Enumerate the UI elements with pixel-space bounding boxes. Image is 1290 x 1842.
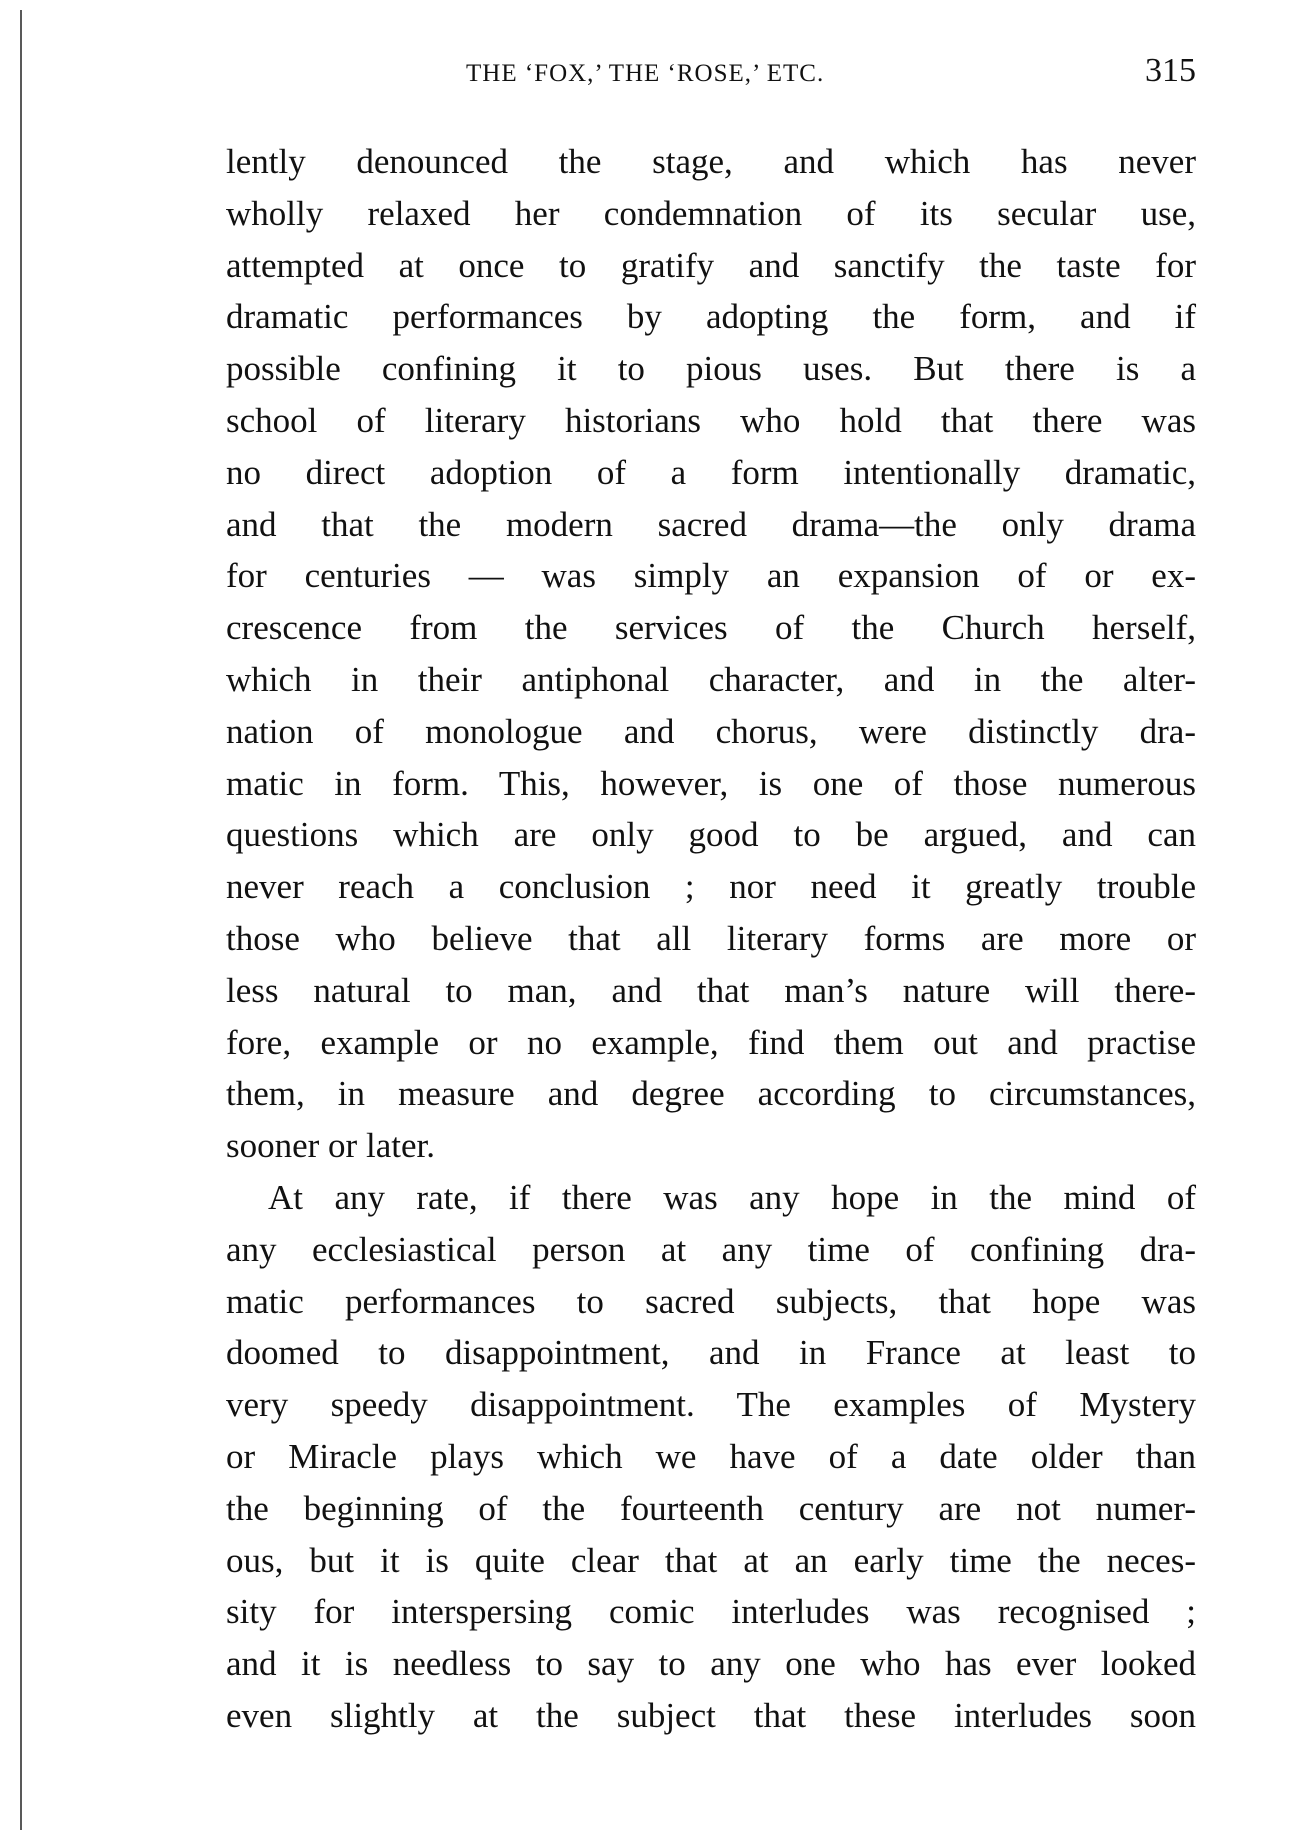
text-line: wholly relaxed her condemnation of its secular use, [226,193,1196,233]
text-line: those who believe that all literary forms are more or [226,918,1196,958]
text-line: them, in measure and degree according to circumstances, [226,1074,1196,1114]
body-text [226,136,1196,1742]
page-number: 315 [1145,52,1196,89]
text-line: the beginning of the fourteenth century are not numer- [226,1488,1196,1528]
scan-edge-line [20,10,22,1830]
text-line: never reach a conclusion ; nor need it greatly trouble [226,867,1196,907]
running-title: THE ‘FOX,’ THE ‘ROSE,’ ETC. [466,60,825,87]
text-line: crescence from the services of the Church herself, [226,608,1196,648]
text-line: even slightly at the subject that these interludes soon [226,1695,1196,1735]
text-line: sity for interspersing comic interludes was recognised ; [226,1592,1196,1632]
text-line: lently denounced the stage, and which has never [226,142,1196,181]
text-line: which in their antiphonal character, and in the alter- [226,659,1196,699]
text-line: fore, example or no example, find them out and practise [226,1022,1196,1062]
text-line: ous, but it is quite clear that at an early time the neces- [226,1540,1196,1580]
text-line: questions which are only good to be argued, and can [226,815,1196,855]
text-line: attempted at once to gratify and sanctify the taste for [226,245,1196,285]
text-line: possible confining it to pious uses. But there is a [226,349,1196,389]
text-line: school of literary historians who hold that there was [226,400,1196,440]
text-line: for centuries — was simply an expansion of or ex- [226,556,1196,596]
text-line: and that the modern sacred drama—the only drama [226,504,1196,544]
text-line: no direct adoption of a form intentionally dramatic, [226,452,1196,492]
text-line: or Miracle plays which we have of a date older than [226,1436,1196,1476]
text-line: any ecclesiastical person at any time of confining dra- [226,1229,1196,1269]
text-line: very speedy disappointment. The examples of Mystery [226,1385,1196,1425]
text-line: matic performances to sacred subjects, that hope was [226,1281,1196,1321]
text-line: dramatic performances by adopting the form, and if [226,297,1196,337]
text-line: nation of monologue and chorus, were distinctly dra- [226,711,1196,751]
text-line: less natural to man, and that man’s nature will there- [226,970,1196,1010]
text-line: doomed to disappointment, and in France at least to [226,1333,1196,1373]
text-line: matic in form. This, however, is one of those numerous [226,763,1196,803]
text-line: sooner or later. [226,1126,435,1166]
text-line: and it is needless to say to any one who has ever looked [226,1644,1196,1684]
text-line: At any rate, if there was any hope in the mind of [268,1177,1196,1217]
page-header [226,52,1196,96]
